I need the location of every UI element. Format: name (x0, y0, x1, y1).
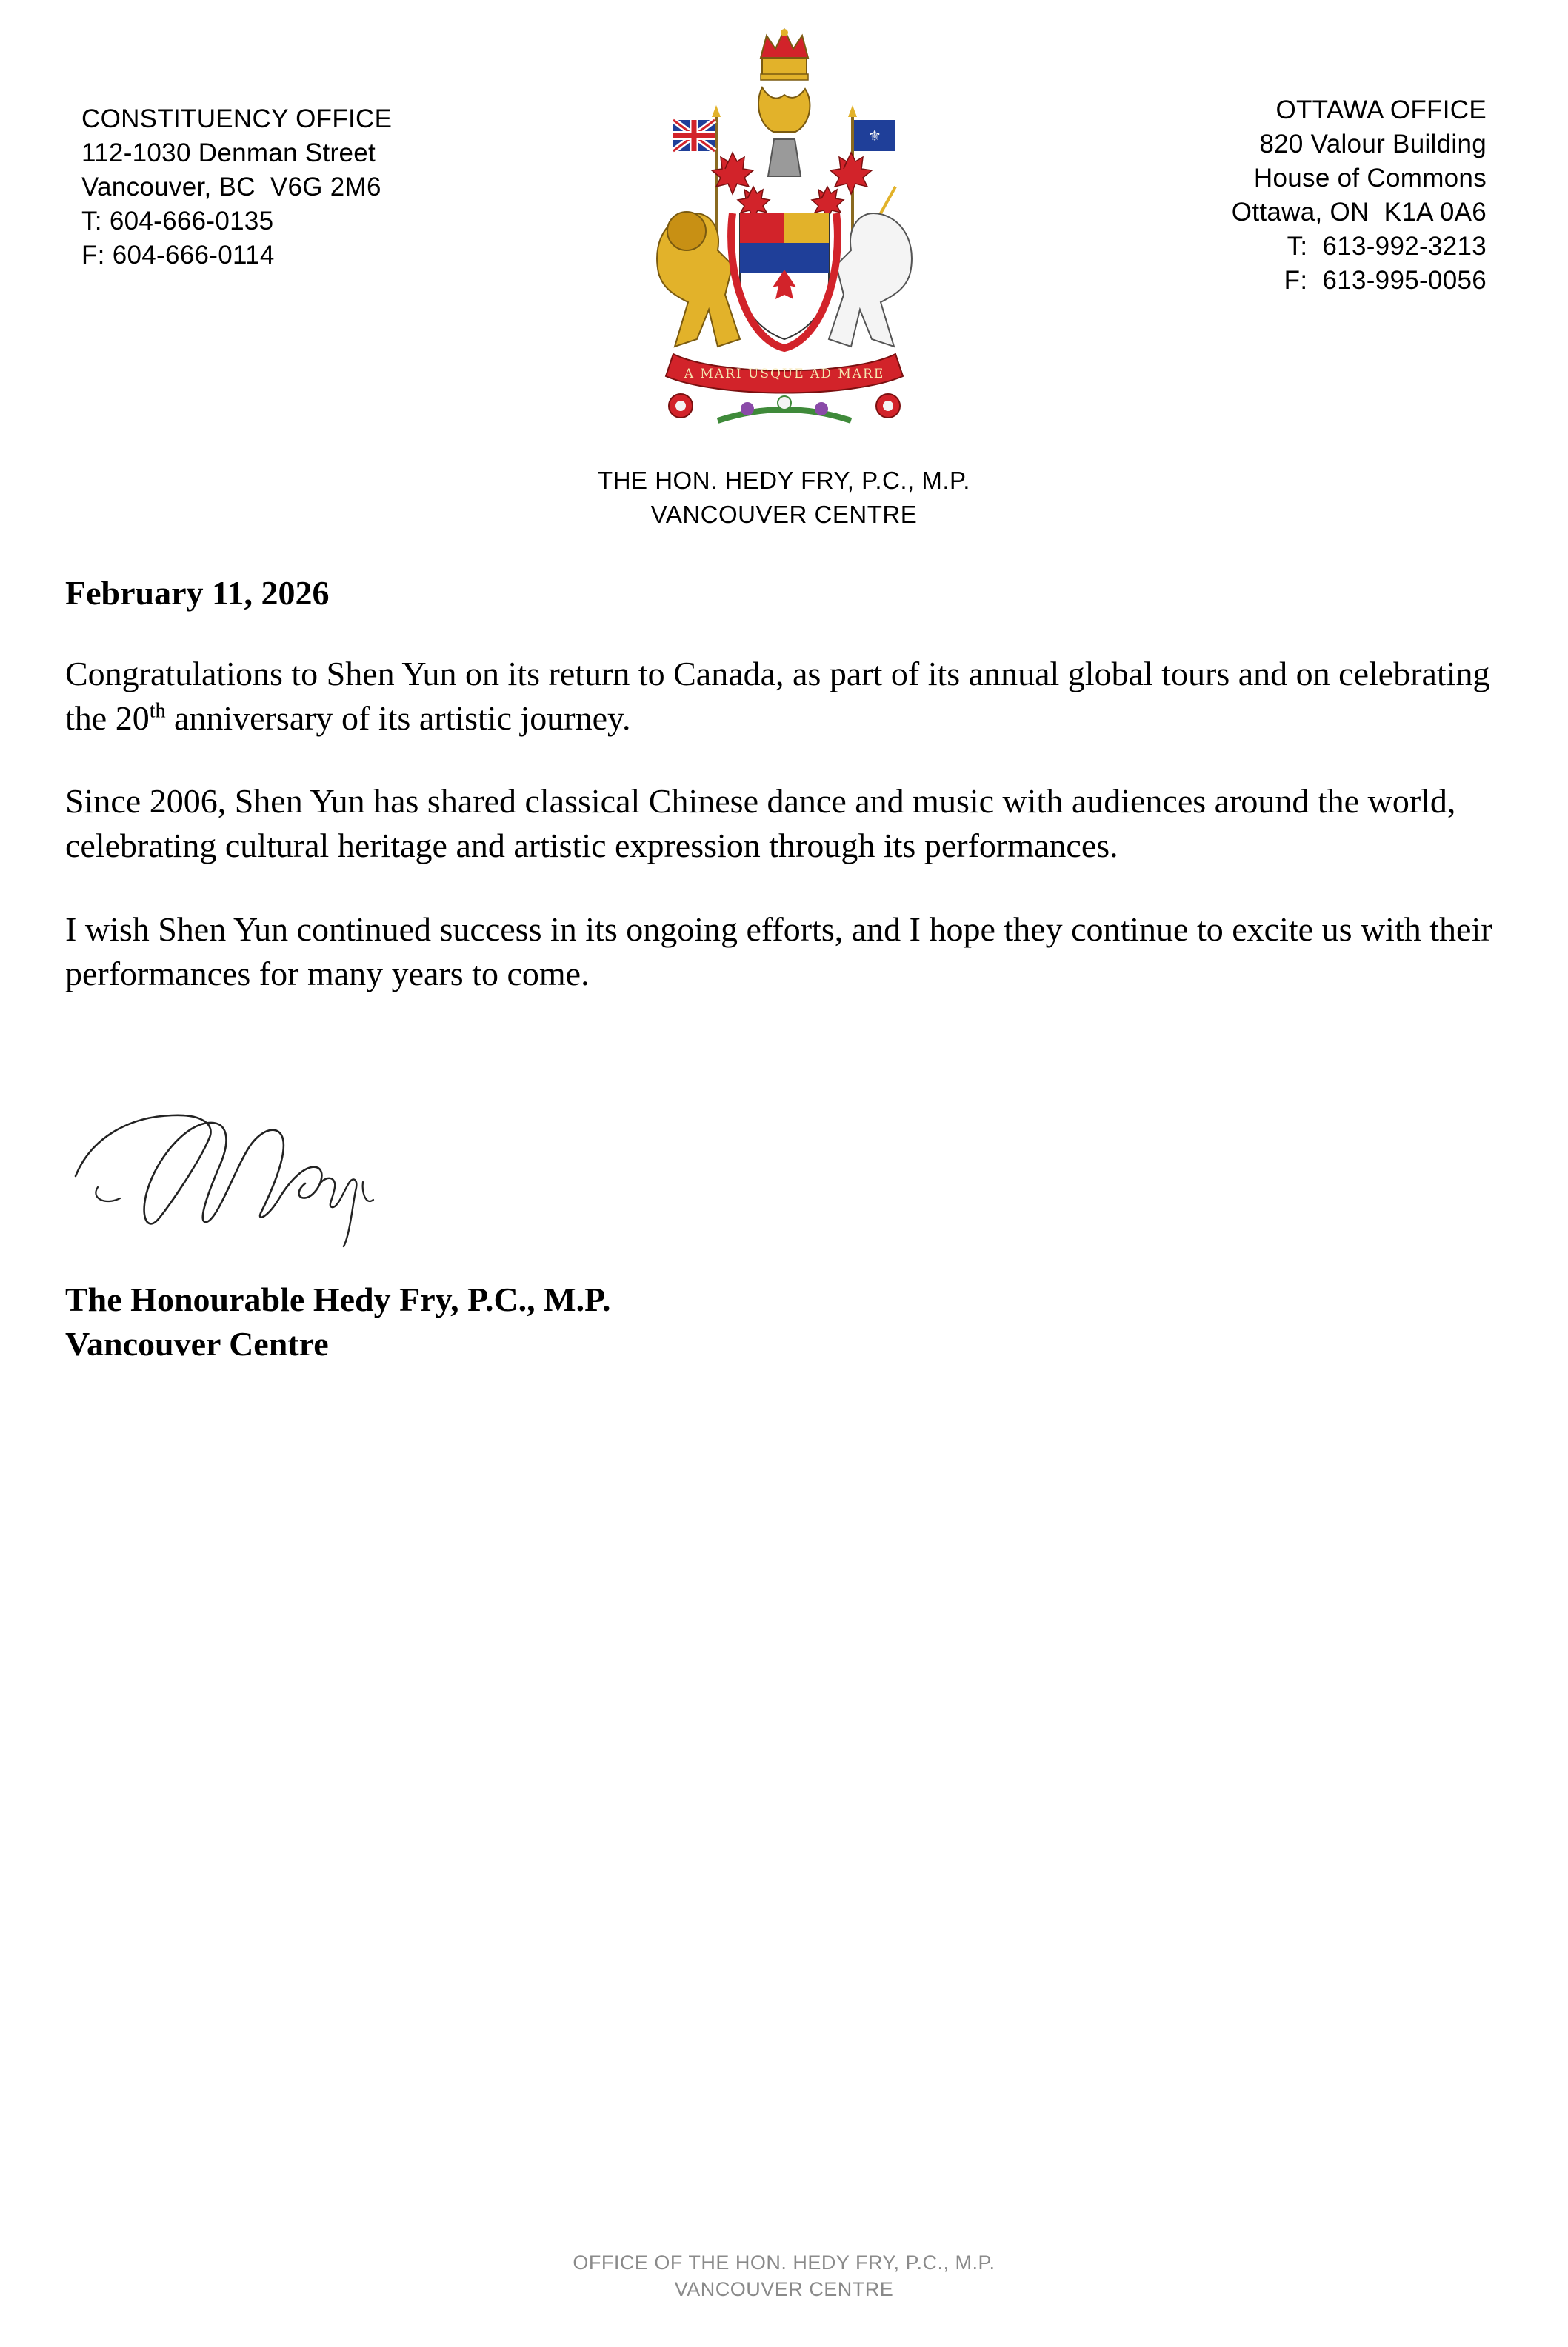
footer-line-1: OFFICE OF THE HON. HEDY FRY, P.C., M.P. (573, 2251, 995, 2274)
signature-block (65, 1278, 610, 1366)
signatory-name: The Honourable Hedy Fry, P.C., M.P. (65, 1281, 611, 1318)
ottawa-address-line2: House of Commons (1253, 164, 1487, 193)
constituency-fax: F: 604-666-0114 (81, 241, 275, 270)
constituency-office-title: CONSTITUENCY OFFICE (81, 104, 393, 133)
signatory-riding: Vancouver Centre (65, 1325, 329, 1363)
ottawa-phone: T: 613-992-3213 (1287, 232, 1487, 261)
member-name: THE HON. HEDY FRY, P.C., M.P. (598, 467, 970, 494)
ottawa-office-title: OTTAWA OFFICE (1275, 96, 1487, 124)
constituency-office-block (81, 102, 392, 273)
member-riding: VANCOUVER CENTRE (650, 501, 918, 528)
letter-date: February 11, 2026 (65, 574, 330, 612)
ottawa-office-block (1232, 93, 1487, 298)
svg-text:⚜: ⚜ (868, 127, 881, 144)
handwritten-signature-icon (68, 1095, 394, 1250)
ottawa-address-line1: 820 Valour Building (1259, 130, 1487, 158)
ottawa-fax: F: 613-995-0056 (1284, 266, 1487, 295)
letter-paragraph-1 (65, 652, 1517, 741)
svg-text:A MARI USQUE AD MARE: A MARI USQUE AD MARE (684, 367, 885, 381)
constituency-address-line2: Vancouver, BC V6G 2M6 (81, 173, 381, 201)
canadian-coat-of-arms-icon (628, 28, 941, 434)
ordinal-suffix: th (149, 699, 166, 723)
constituency-address-line1: 112-1030 Denman Street (81, 138, 376, 167)
paragraph-1-text-a: Congratulations to Shen Yun on its return to Canada, as part of its annual global tours and on celebrating the 20 (65, 655, 1490, 737)
constituency-phone: T: 604-666-0135 (81, 207, 274, 236)
letter-paragraph-2: Since 2006, Shen Yun has shared classical Chinese dance and music with audiences around the world, celebrating cultural heritage and artistic expression through its performances. (65, 782, 1456, 864)
ottawa-address-line3: Ottawa, ON K1A 0A6 (1231, 198, 1487, 227)
letter-paragraph-3: I wish Shen Yun continued success in its ongoing efforts, and I hope they continue to excite us with their performances for many years to come. (65, 910, 1492, 992)
footer-line-2: VANCOUVER CENTRE (674, 2278, 894, 2300)
paragraph-1-text-b: anniversary of its artistic journey. (165, 699, 631, 737)
member-header (0, 464, 1568, 532)
page-footer (0, 2249, 1568, 2303)
